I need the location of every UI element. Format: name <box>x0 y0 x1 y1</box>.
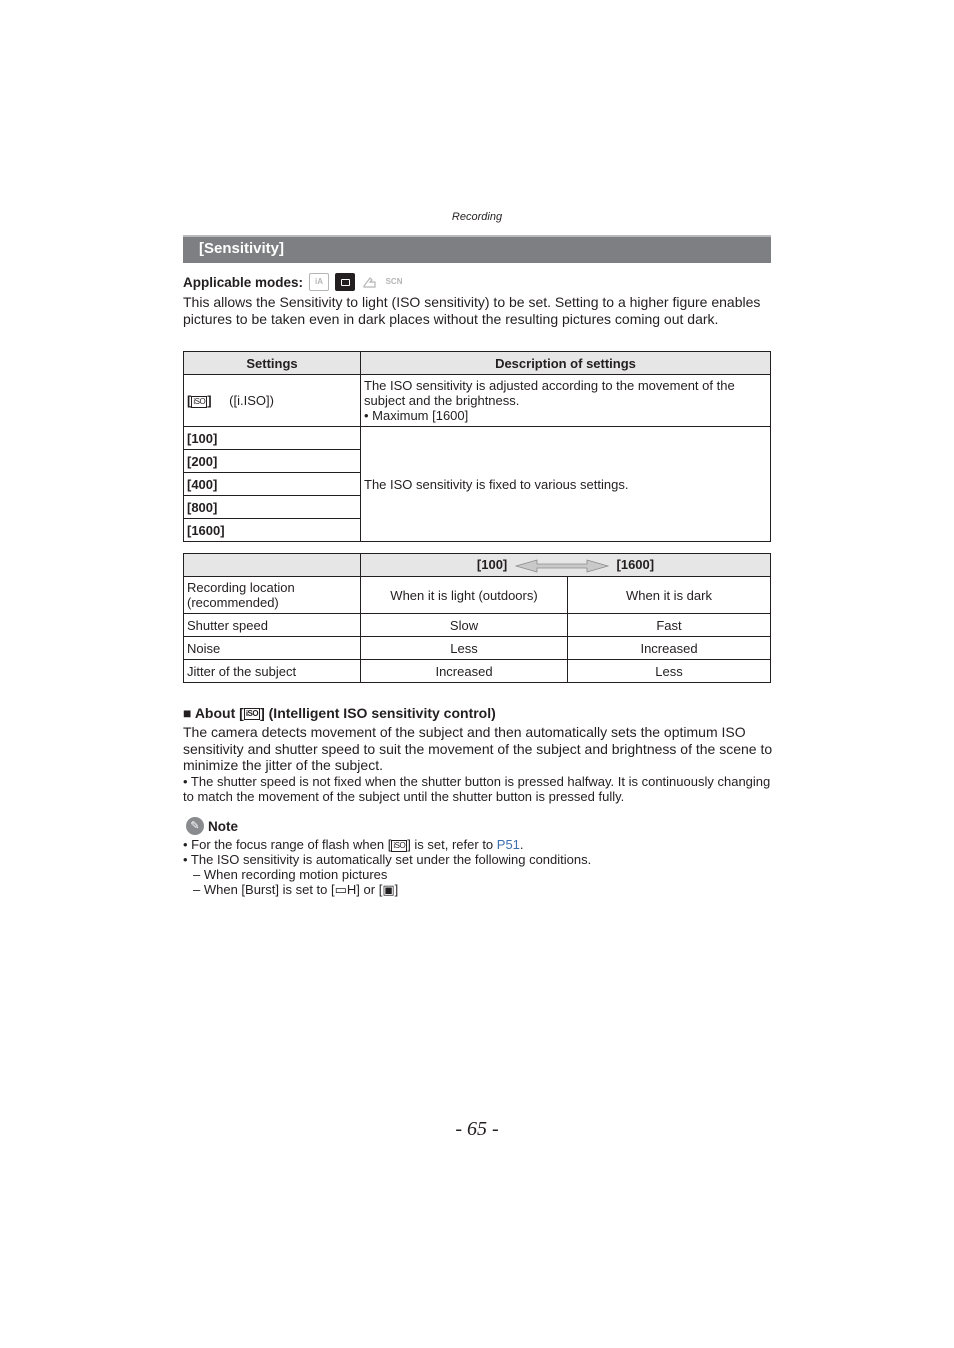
p51-link[interactable]: P51 <box>496 837 520 852</box>
shutter-low: Slow <box>361 614 568 637</box>
noise-high: Increased <box>568 637 771 660</box>
note-dash-2: – When [Burst] is set to [▭H] or [▣] <box>193 882 399 897</box>
iiso-icon: iSO <box>245 709 259 719</box>
location-low: When it is light (outdoors) <box>361 577 568 614</box>
comparison-corner <box>184 554 361 577</box>
burst-high-icon: ▭H <box>334 882 357 897</box>
location-high: When it is dark <box>568 577 771 614</box>
movie-mode-icon <box>361 274 379 290</box>
applicable-modes <box>183 273 403 291</box>
setting-800: [800] <box>184 496 361 519</box>
camera-mode-icon <box>335 273 355 291</box>
double-arrow-icon <box>515 559 609 573</box>
row-label-noise: Noise <box>184 637 361 660</box>
comparison-header <box>361 554 771 577</box>
comparison-table <box>183 553 771 683</box>
high-iso-label: [1600] <box>616 557 655 573</box>
note-bullet-1: • For the focus range of flash when [ iSO ] is set, refer to P51. <box>183 837 524 852</box>
iiso-label: ([i.ISO]) <box>229 393 274 408</box>
setting-200: [200] <box>184 450 361 473</box>
about-bullet: • The shutter speed is not fixed when the shutter button is pressed halfway. It is continuously changing to match the movement of the subject until the shutter button is pressed fully. <box>183 774 771 804</box>
setting-400: [400] <box>184 473 361 496</box>
pencil-icon: ✎ <box>186 817 204 835</box>
scn-mode-icon: SCN <box>385 277 403 286</box>
page-title: [Sensitivity] <box>199 240 285 257</box>
iiso-icon: iSO <box>393 840 406 850</box>
low-iso-label: [100] <box>476 557 508 573</box>
note-bullet-2: • The ISO sensitivity is automatically set under the following conditions. <box>183 852 592 867</box>
iiso-description: The ISO sensitivity is adjusted according to the movement of the subject and the brightness. • Maximum [1600] <box>361 375 771 427</box>
settings-table <box>183 351 771 542</box>
ia-mode-icon: iA <box>309 273 329 291</box>
note-dash-1: – When recording motion pictures <box>193 867 388 882</box>
title-bar <box>183 235 771 263</box>
jitter-low: Increased <box>361 660 568 683</box>
page-number: - 65 - <box>455 1118 499 1140</box>
fixed-description: The ISO sensitivity is fixed to various settings. <box>361 427 771 542</box>
flash-burst-icon: ▣ <box>382 882 395 897</box>
note-heading: ✎ Note <box>186 817 238 835</box>
noise-low: Less <box>361 637 568 660</box>
row-label-location: Recording location (recommended) <box>184 577 361 614</box>
intro-text: This allows the Sensitivity to light (ISO sensitivity) to be set. Setting to a higher figure enables pictures to be taken even in dark places without the resulting pictures coming out dark. <box>183 294 761 327</box>
setting-100: [100] <box>184 427 361 450</box>
description-header: Description of settings <box>361 352 771 375</box>
iiso-icon: iSO <box>193 396 206 406</box>
section-label: Recording <box>451 211 503 223</box>
settings-header: Settings <box>184 352 361 375</box>
jitter-high: Less <box>568 660 771 683</box>
about-iiso-heading: ■ About [ iSO ] (Intelligent ISO sensitivity control) <box>183 705 496 721</box>
row-label-shutter: Shutter speed <box>184 614 361 637</box>
iiso-setting-cell: [ iSO ] ([i.ISO]) <box>184 375 361 427</box>
modes-label: Applicable modes: <box>183 274 304 290</box>
shutter-high: Fast <box>568 614 771 637</box>
row-label-jitter: Jitter of the subject <box>184 660 361 683</box>
setting-1600: [1600] <box>184 519 361 542</box>
about-body: The camera detects movement of the subject and then automatically sets the optimum ISO sensitivity and shutter speed to suit the movement of the subject and brightness of the scene to minimize the jitter of the subject. <box>183 724 773 773</box>
